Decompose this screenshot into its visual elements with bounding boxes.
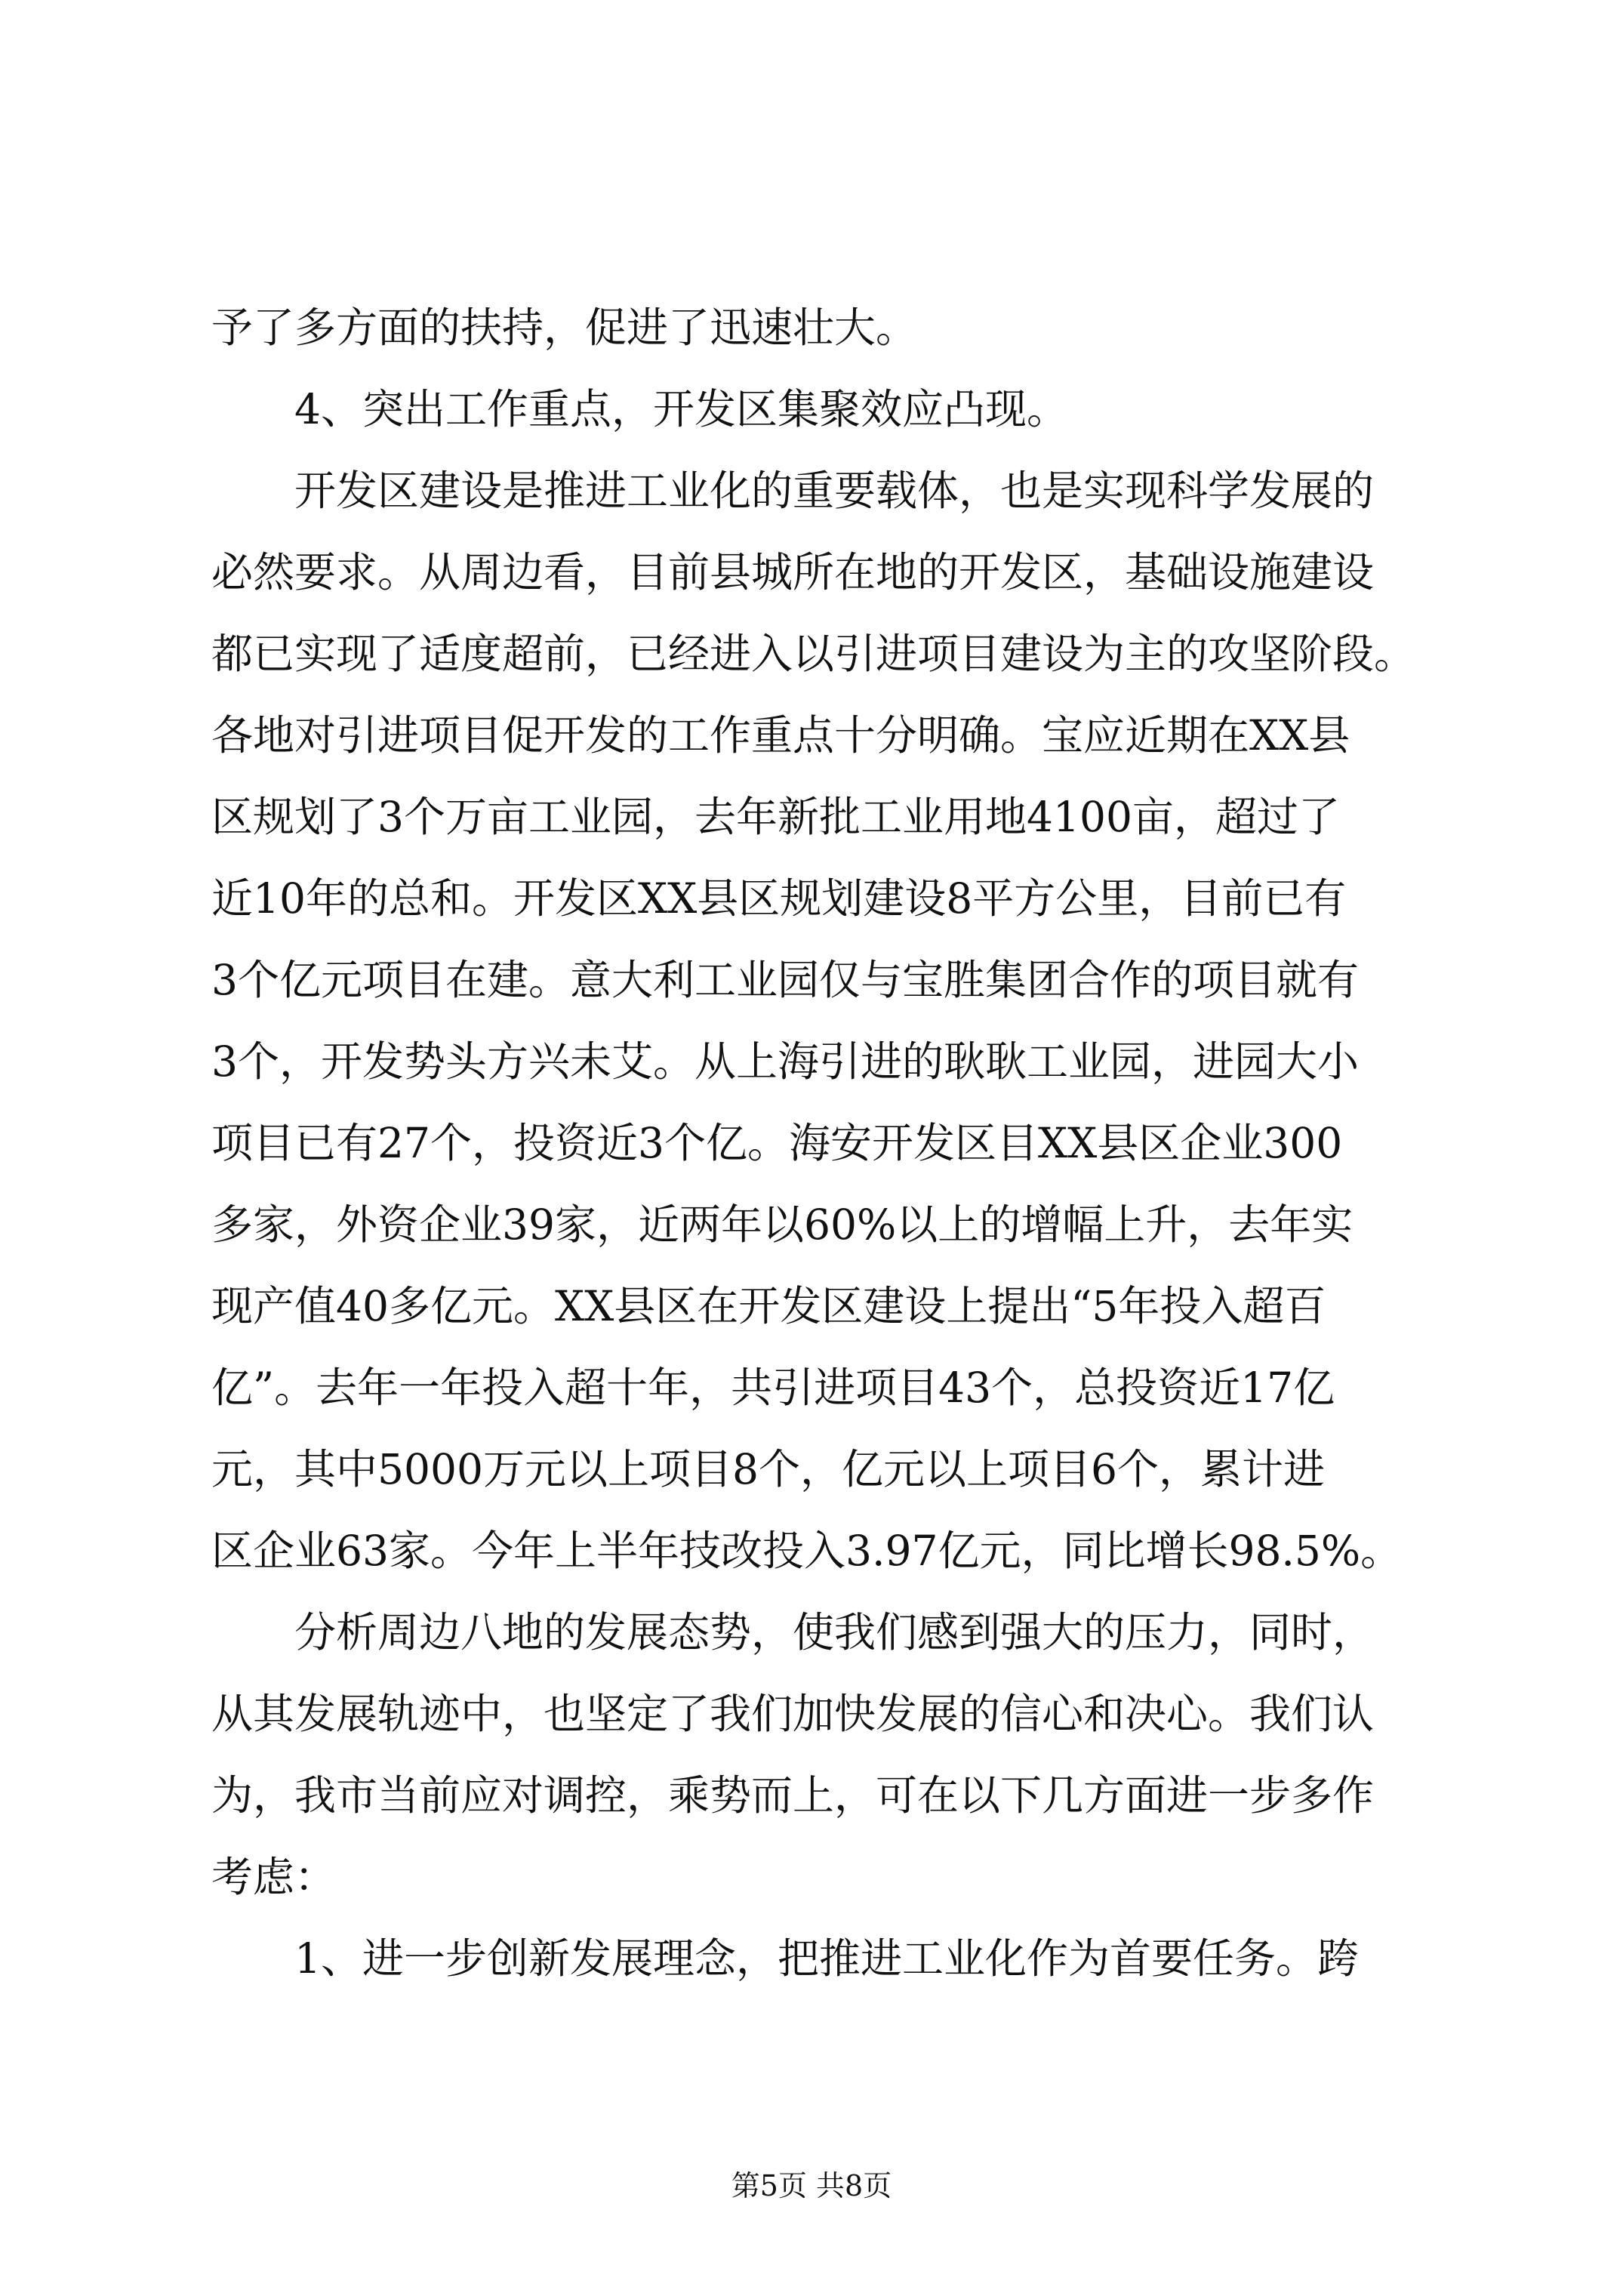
text-line: 区规划了3个万亩工业园，去年新批工业用地4100亩，超过了 <box>211 793 1340 841</box>
text-line: 考虑： <box>211 1853 337 1901</box>
text-line: 为，我市当前应对调控，乘势而上，可在以下几方面进一步多作 <box>211 1771 1375 1820</box>
text-line: 3个亿元项目在建。意大利工业园仅与宝胜集团合作的项目就有 <box>211 956 1359 1004</box>
text-line: 分析周边八地的发展态势，使我们感到强大的压力，同时， <box>211 1608 1375 1657</box>
text-line: 4、突出工作重点，开发区集聚效应凸现。 <box>211 385 1068 433</box>
text-line: 必然要求。从周边看，目前县城所在地的开发区，基础设施建设 <box>211 548 1375 596</box>
text-line: 1、进一步创新发展理念，把推进工业化作为首要任务。跨 <box>211 1934 1359 1983</box>
text-line: 项目已有27个，投资近3个亿。海安开发区目XX县区企业300 <box>211 1119 1343 1167</box>
text-line: 元，其中5000万元以上项目8个，亿元以上项目6个，累计进 <box>211 1445 1325 1493</box>
text-line: 都已实现了适度超前，已经进入以引进项目建设为主的攻坚阶段。 <box>211 630 1416 678</box>
text-line: 近10年的总和。开发区XX县区规划建设8平方公里，目前已有 <box>211 874 1347 923</box>
text-line: 予了多方面的扶持，促进了迅速壮大。 <box>211 304 918 352</box>
body-text <box>211 287 1464 1999</box>
text-line: 现产值40多亿元。XX县区在开发区建设上提出“5年投入超百 <box>211 1282 1326 1330</box>
page-footer <box>0 2162 1623 2204</box>
text-line: 亿”。去年一年投入超十年，共引进项目43个，总投资近17亿 <box>211 1364 1335 1412</box>
text-line: 从其发展轨迹中，也坚定了我们加快发展的信心和决心。我们认 <box>211 1690 1375 1738</box>
page-number: 第5页 共8页 <box>731 2169 892 2202</box>
text-line: 区企业63家。今年上半年技改投入3.97亿元，同比增长98.5%。 <box>211 1527 1403 1575</box>
text-line: 各地对引进项目促开发的工作重点十分明确。宝应近期在XX县 <box>211 711 1350 760</box>
text-line: 开发区建设是推进工业化的重要载体，也是实现科学发展的 <box>211 467 1375 515</box>
text-line: 多家，外资企业39家，近两年以60%以上的增幅上升，去年实 <box>211 1200 1354 1249</box>
text-line: 3个，开发势头方兴未艾。从上海引进的耿耿工业园，进园大小 <box>211 1037 1359 1086</box>
